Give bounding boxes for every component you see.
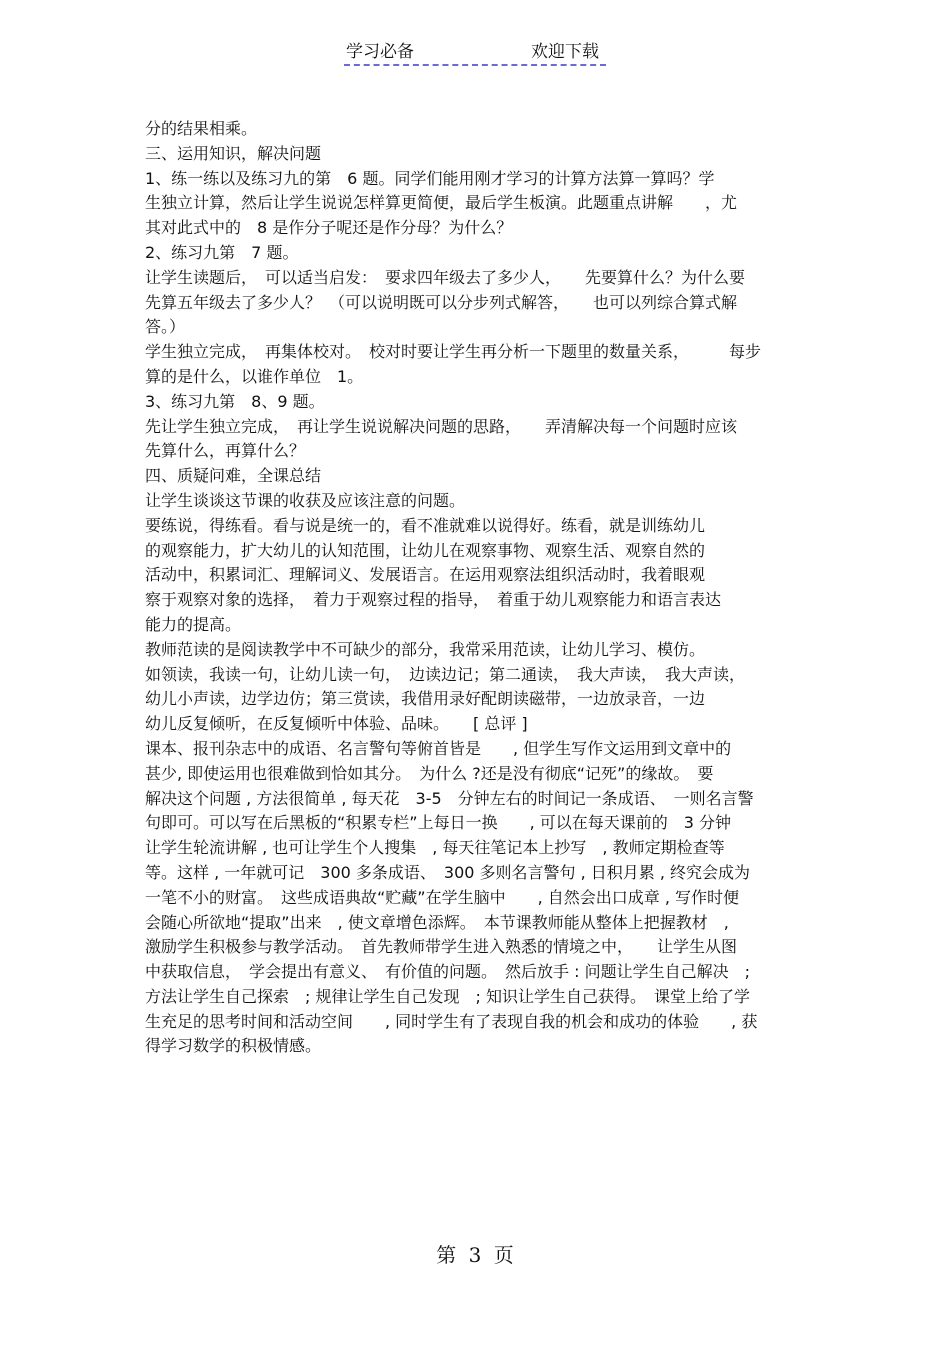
text-line: 活动中，积累词汇、理解词义、发展语言。在运用观察法组织活动时，我着眼观 bbox=[145, 565, 706, 585]
text-line: 分的结果相乘。 bbox=[145, 119, 258, 138]
text-line: 学生独立完成， 再集体校对。 校对时要让学生再分析一下题里的数量关系， 每步 bbox=[145, 342, 762, 362]
page-header bbox=[0, 40, 950, 70]
text-line: 先算什么，再算什么？ bbox=[145, 441, 306, 461]
text-line: 三、运用知识，解决问题 bbox=[145, 143, 322, 163]
text-line: 中获取信息， 学会提出有意义、 有价值的问题。 然后放手 : 问题让学生自己解决 ; bbox=[145, 962, 750, 982]
text-line: 生独立计算，然后让学生说说怎样算更简便，最后学生板演。此题重点讲解 ，尤 bbox=[145, 193, 738, 213]
text-line: 句即可。可以写在后黑板的“积累专栏”上每日一换 , 可以在每天课前的 3 分钟 bbox=[145, 813, 732, 833]
text-line: 幼儿小声读，边学边仿；第三赏读，我借用录好配朗读磁带，一边放录音，一边 bbox=[145, 689, 706, 709]
body-text bbox=[145, 117, 810, 1059]
page-number: 第 3 页 bbox=[436, 1243, 514, 1267]
text-line: 1、练一练以及练习九的第 6 题。同学们能用刚才学习的计算方法算一算吗？学 bbox=[145, 168, 715, 188]
text-line: 答。） bbox=[145, 317, 186, 337]
text-line: 等。这样 , 一年就可记 300 多条成语、 300 多则名言警句 , 日积月累 , 终究会成为 bbox=[145, 862, 751, 882]
text-line: 要练说，得练看。看与说是统一的，看不准就难以说得好。练看，就是训练幼儿 bbox=[145, 515, 706, 535]
header-right-text: 欢迎下载 bbox=[531, 42, 599, 62]
text-line: 如领读，我读一句，让幼儿读一句， 边读边记；第二通读， 我大声读， 我大声读， bbox=[145, 664, 746, 684]
text-line: 解决这个问题 , 方法很简单 , 每天花 3-5 分钟左右的时间记一条成语、 一则名言警 bbox=[145, 788, 754, 808]
text-line: 一笔不小的财富。 这些成语典故“贮藏”在学生脑中 , 自然会出口成章 , 写作时便 bbox=[145, 887, 740, 907]
text-line: 教师范读的是阅读教学中不可缺少的部分，我常采用范读，让幼儿学习、模仿。 bbox=[145, 639, 706, 659]
text-line: 甚少, 即使运用也很难做到恰如其分。 为什么 ?还是没有彻底“记死”的缘故。 要 bbox=[145, 763, 714, 783]
text-line: 四、质疑问难，全课总结 bbox=[145, 466, 322, 486]
text-line: 察于观察对象的选择， 着力于观察过程的指导， 着重于幼儿观察能力和语言表达 bbox=[145, 590, 722, 610]
text-line: 让学生轮流讲解 , 也可让学生个人搜集 , 每天往笔记本上抄写 , 教师定期检查等 bbox=[145, 838, 725, 858]
header-dashed-rule bbox=[344, 64, 606, 66]
text-line: 其对此式中的 8 是作分子呢还是作分母？为什么？ bbox=[145, 218, 513, 238]
text-line: 先让学生独立完成， 再让学生说说解决问题的思路， 弄清解决每一个问题时应该 bbox=[145, 416, 738, 436]
text-line: 生充足的思考时间和活动空间 , 同时学生有了表现自我的机会和成功的体验 , 获 bbox=[145, 1011, 758, 1031]
text-line: 幼儿反复倾听，在反复倾听中体验、品味。 [ 总评 ] bbox=[145, 714, 528, 734]
text-line: 3、练习九第 8、9 题。 bbox=[145, 391, 325, 411]
text-line: 激励学生积极参与教学活动。 首先教师带学生进入熟悉的情境之中， 让学生从图 bbox=[145, 937, 738, 957]
text-line: 课本、报刊杂志中的成语、名言警句等俯首皆是 , 但学生写作文运用到文章中的 bbox=[145, 738, 732, 758]
text-line: 算的是什么，以谁作单位 1。 bbox=[145, 366, 364, 386]
header-left-text: 学习必备 bbox=[346, 42, 414, 62]
text-line: 让学生读题后， 可以适当启发： 要求四年级去了多少人， 先要算什么？为什么要 bbox=[145, 267, 746, 287]
text-line: 方法让学生自己探索 ; 规律让学生自己发现 ; 知识让学生自己获得。 课堂上给了学 bbox=[145, 986, 750, 1006]
text-line: 能力的提高。 bbox=[145, 614, 242, 634]
text-line: 的观察能力，扩大幼儿的认知范围，让幼儿在观察事物、观察生活、观察自然的 bbox=[145, 540, 706, 560]
text-line: 得学习数学的积极情感。 bbox=[145, 1036, 322, 1056]
text-line: 2、练习九第 7 题。 bbox=[145, 242, 299, 262]
text-line: 先算五年级去了多少人？ （可以说明既可以分步列式解答， 也可以列综合算式解 bbox=[145, 292, 738, 312]
text-line: 会随心所欲地“提取”出来 , 使文章增色添辉。 本节课教师能从整体上把握教材 , bbox=[145, 912, 729, 932]
text-line: 让学生谈谈这节课的收获及应该注意的问题。 bbox=[145, 490, 466, 510]
